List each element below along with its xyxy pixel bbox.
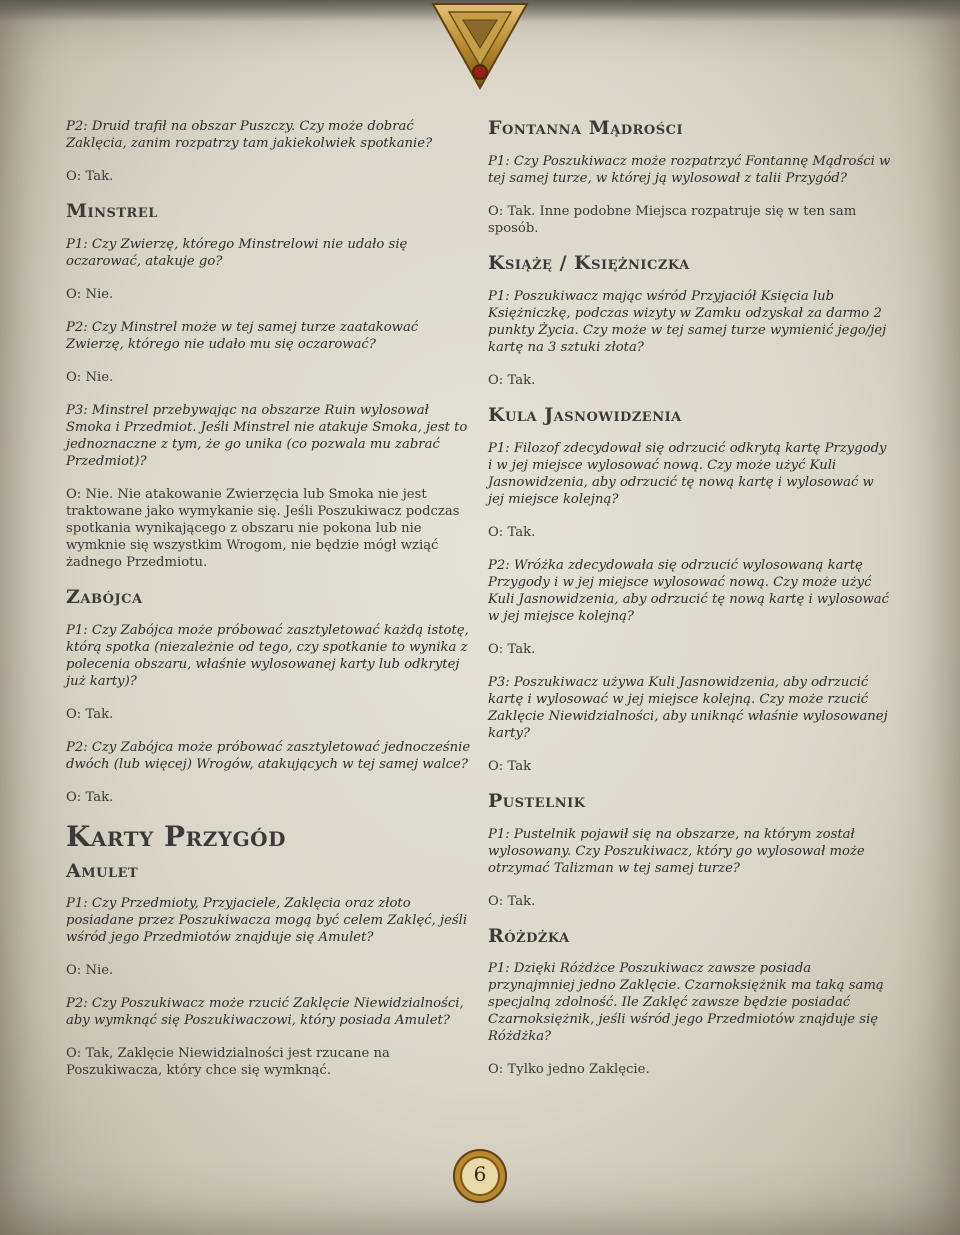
heading-pustelnik: Pustelnik <box>488 789 586 812</box>
answer-druid-p2: O: Tak. <box>66 169 114 184</box>
answer-zabojca-p1: O: Tak. <box>66 706 114 722</box>
answer-zabojca-p2: O: Tak. <box>66 789 114 805</box>
question-kula-p3: P3: Poszukiwacz używa Kuli Jasnowidzenia, aby odrzucić kartę i wylosować w jej miejsce kolejną. Czy może rzucić Zaklęcie Niewidzialności, aby uniknąć właśnie wylosowanej karty? <box>488 674 888 741</box>
question-minstrel-p1: P1: Czy Zwierzę, którego Minstrelowi nie udało się oczarować, atakuje go? <box>66 236 408 269</box>
left-column <box>66 118 471 1095</box>
question-minstrel-p2: P2: Czy Minstrel może w tej samej turze zaatakować Zwierzę, którego nie udało mu się oczarować? <box>66 319 419 352</box>
question-fontanna-p1: P1: Czy Poszukiwacz może rozpatrzyć Fontannę Mądrości w tej samej turze, w której ją wylosował z talii Przygód? <box>488 153 891 186</box>
question-druid-p2: P2: Druid trafił na obszar Puszczy. Czy może dobrać Zaklęcia, zanim rozpatrzy tam jakiekolwiek spotkanie? <box>66 119 433 151</box>
heading-ksiaze: Książę / Księżniczka <box>488 251 690 274</box>
question-kula-p2: P2: Wróżka zdecydowała się odrzucić wylosowaną kartę Przygody i w jej miejsce wylosować nową. Czy może użyć Kuli Jasnowidzenia, aby odrzucić tę nową kartę i wylosować w jej miejsce kolejną? <box>488 557 890 624</box>
heading-zabojca: Zabójca <box>66 585 143 608</box>
question-ksiaze-p1: P1: Poszukiwacz mając wśród Przyjaciół Księcia lub Księżniczkę, podczas wizyty w Zamku odzyskał za darmo 2 punkty Życia. Czy może w tej samej turze wymienić jego/jej kartę na 3 sztuki złota? <box>488 288 887 355</box>
heading-amulet: Amulet <box>66 859 139 882</box>
heading-minstrel: Minstrel <box>66 200 158 222</box>
answer-kula-p3: O: Tak <box>488 758 532 774</box>
right-column <box>488 118 893 1094</box>
triangle-emblem-icon <box>425 0 535 92</box>
question-kula-p1: P1: Filozof zdecydował się odrzucić odkrytą kartę Przygody i w jej miejsce wylosować nową. Czy może użyć Kuli Jasnowidzenia, aby odrzucić tę nową kartę i wylosować w jej miejsce kolejną? <box>488 440 887 507</box>
answer-fontanna-p1: O: Tak. Inne podobne Miejsca rozpatruje się w ten sam sposób. <box>488 203 857 236</box>
question-rozdzka-p1: P1: Dzięki Różdżce Poszukiwacz zawsze posiada przynajmniej jedno Zaklęcie. Czarnoksiężnik ma taką samą specjalną zdolność. Ile Zaklęć zawsze będzie posiadać Czarnoksiężnik, jeśli wśród jego Przedmiotów znajduje się Różdżka? <box>488 961 884 1045</box>
answer-minstrel-p2: O: Nie. <box>66 369 114 385</box>
question-amulet-p1: P1: Czy Przedmioty, Przyjaciele, Zaklęcia oraz złoto posiadane przez Poszukiwacza mogą być celem Zaklęć, jeśli wśród jego Przedmiotów znajduje się Amulet? <box>66 896 468 946</box>
answer-kula-p2: O: Tak. <box>488 641 536 657</box>
answer-rozdzka-p1: O: Tylko jedno Zaklęcie. <box>488 1062 650 1078</box>
question-zabojca-p2: P2: Czy Zabójca może próbować zasztyletować jednocześnie dwóch (lub więcej) Wrogów, atakujących w tej samej walce? <box>66 739 471 772</box>
heading-karty-przygod: Karty Przygód <box>66 819 286 853</box>
question-minstrel-p3: P3: Minstrel przebywając na obszarze Ruin wylosował Smoka i Przedmiot. Jeśli Minstrel nie atakuje Smoka, jest to jednoznaczne z tym, że go unika (co pozwala mu zabrać Przedmiot)? <box>66 402 468 469</box>
answer-kula-p1: O: Tak. <box>488 524 536 540</box>
answer-amulet-p1: O: Nie. <box>66 963 114 979</box>
question-amulet-p2: P2: Czy Poszukiwacz może rzucić Zaklęcie Niewidzialności, aby wymknąć się Poszukiwaczowi, który posiada Amulet? <box>66 996 464 1029</box>
page-number: 6 <box>473 1162 487 1186</box>
answer-amulet-p2: O: Tak, Zaklęcie Niewidzialności jest rzucane na Poszukiwacza, który chce się wymknąć. <box>66 1046 390 1079</box>
answer-pustelnik-p1: O: Tak. <box>488 893 536 909</box>
question-zabojca-p1: P1: Czy Zabójca może próbować zasztyletować każdą istotę, którą spotka (niezależnie od tego, czy spotkanie to wynika z polecenia obszaru, właśnie wylosowanej karty lub odkrytej już karty)? <box>66 622 469 689</box>
answer-minstrel-p1: O: Nie. <box>66 286 114 302</box>
answer-minstrel-p3: O: Nie. Nie atakowanie Zwierzęcia lub Smoka nie jest traktowane jako wymykanie się. Jeśli Poszukiwacz podczas spotkania wynikającego z obszaru nie pokona lub nie wymknie się wszystkim Wrogom, nie będzie mógł wziąć żadnego Przedmiotu. <box>66 486 460 570</box>
heading-rozdzka: Różdżka <box>488 924 570 947</box>
answer-ksiaze-p1: O: Tak. <box>488 372 536 388</box>
heading-kula: Kula Jasnowidzenia <box>488 403 682 426</box>
heading-fontanna: Fontanna Mądrości <box>488 117 684 139</box>
question-pustelnik-p1: P1: Pustelnik pojawił się na obszarze, na którym został wylosowany. Czy Poszukiwacz, który go wylosował może otrzymać Talizman w tej samej turze? <box>488 826 865 876</box>
